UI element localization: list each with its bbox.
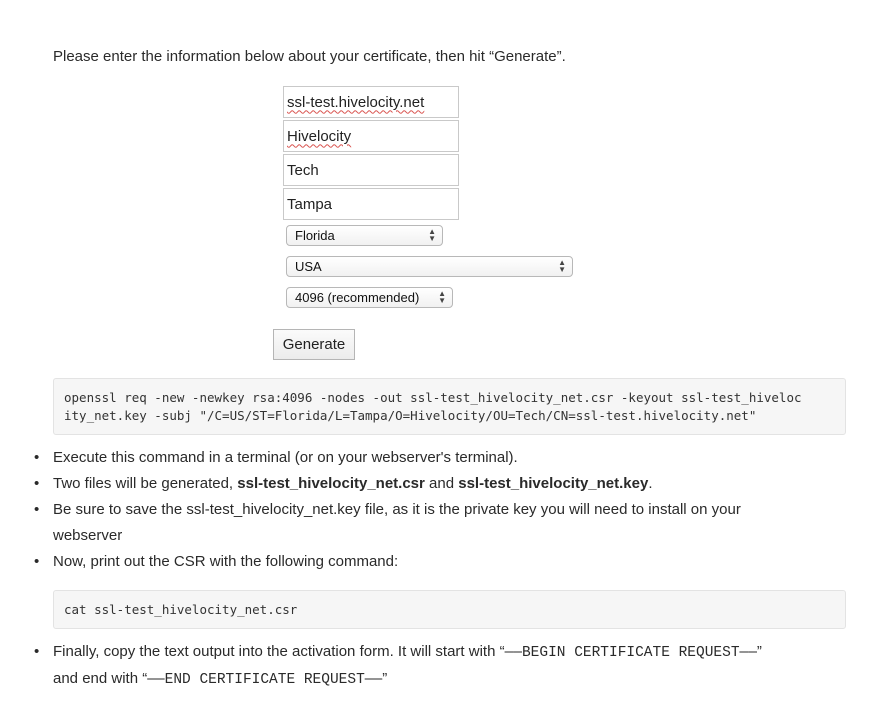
instruction-files-pre: Two files will be generated,: [53, 475, 238, 492]
final-text-pre: Finally, copy the text output into the activation form. It will start with “: [53, 643, 505, 660]
bullet-icon: •: [34, 475, 40, 492]
department-input[interactable]: [283, 154, 459, 186]
generate-button[interactable]: Generate: [273, 329, 355, 360]
openssl-command-block: [53, 378, 846, 435]
key-size-selected-value: 4096 (recommended): [295, 290, 420, 305]
state-select[interactable]: [286, 225, 443, 246]
bullet-icon: •: [34, 501, 40, 518]
instruction-files-mid: and: [424, 475, 459, 492]
intro-text: Please enter the information below about your certificate, then hit “Generate”.: [53, 48, 566, 65]
list-item: [0, 639, 882, 693]
city-input[interactable]: [283, 188, 459, 220]
cat-command-text: cat ssl-test_hivelocity_net.csr: [64, 602, 298, 617]
select-arrows-icon: ▲ ▼: [428, 227, 436, 243]
final-instruction-list: [0, 639, 882, 693]
cat-command-block: [53, 590, 846, 629]
openssl-command-line-2: ity_net.key -subj "/C=US/ST=Florida/L=Tampa/O=Hivelocity/OU=Tech/CN=ssl-test.hivelocity.net": [64, 408, 757, 423]
list-item: [0, 549, 882, 575]
select-arrows-icon: ▲ ▼: [558, 258, 566, 274]
bullet-icon: •: [34, 449, 40, 466]
bullet-icon: •: [34, 643, 40, 660]
final-text-mid: ”: [756, 643, 762, 660]
instruction-list: [0, 445, 882, 575]
list-item: [0, 471, 882, 497]
instruction-save-key-line-2: webserver: [53, 527, 123, 544]
key-size-select[interactable]: [286, 287, 453, 308]
list-item: [0, 497, 882, 549]
instruction-save-key-line-1: Be sure to save the ssl-test_hivelocity_net.key file, as it is the private key you will need to install on your: [53, 501, 741, 518]
end-marker: ——END CERTIFICATE REQUEST——: [147, 672, 383, 688]
final-text-line2-pre: and end with “: [53, 670, 148, 687]
country-select[interactable]: [286, 256, 573, 277]
state-selected-value: Florida: [295, 228, 335, 243]
department-value: Tech: [287, 161, 319, 179]
city-value: Tampa: [287, 195, 333, 213]
key-filename: ssl-test_hivelocity_net.key: [458, 475, 649, 492]
common-name-input[interactable]: [283, 86, 459, 118]
bullet-icon: •: [34, 553, 40, 570]
instruction-print-csr: Now, print out the CSR with the following command:: [53, 553, 399, 570]
instruction-files-post: .: [648, 475, 653, 492]
common-name-value: ssl-test.hivelocity.net: [287, 93, 425, 111]
country-selected-value: USA: [295, 259, 322, 274]
select-arrows-icon: ▲ ▼: [438, 289, 446, 305]
csr-filename: ssl-test_hivelocity_net.csr: [237, 475, 425, 492]
openssl-command-line-1: openssl req -new -newkey rsa:4096 -nodes -out ssl-test_hivelocity_net.csr -keyout ssl-test_hiveloc: [64, 390, 802, 405]
instruction-execute: Execute this command in a terminal (or on your webserver's terminal).: [53, 449, 518, 466]
final-text-post: ”: [382, 670, 388, 687]
organization-input[interactable]: [283, 120, 459, 152]
organization-value: Hivelocity: [287, 127, 352, 145]
begin-marker: ——BEGIN CERTIFICATE REQUEST——: [504, 645, 757, 661]
list-item: [0, 445, 882, 471]
